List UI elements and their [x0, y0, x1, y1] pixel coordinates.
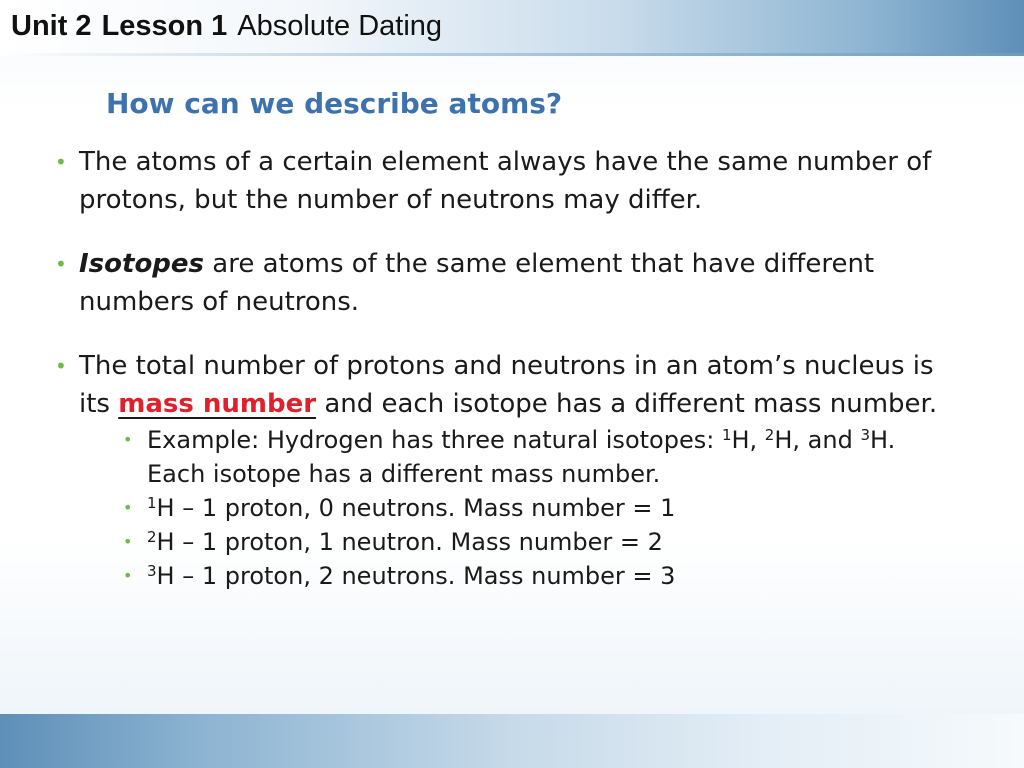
- sub-bullet-text: – 1 proton, 2 neutrons. Mass number = 3: [174, 562, 676, 590]
- bullet-list: [55, 143, 955, 611]
- unit-label: Unit 2: [11, 10, 92, 42]
- topic-label: Absolute Dating: [237, 10, 443, 42]
- bullet-text: The atoms of a certain element always have the same number of protons, but the number of neutrons may differ.: [79, 147, 932, 215]
- bullet-dot-icon: •: [123, 498, 133, 517]
- isotope-symbol: H: [156, 562, 175, 590]
- footer-bar: [0, 714, 1024, 768]
- sub-bullet-text: Example: Hydrogen has three natural isotopes:: [147, 426, 722, 454]
- separator: , and: [792, 426, 861, 454]
- sub-bullet-text: – 1 proton, 0 neutrons. Mass number = 1: [174, 494, 676, 522]
- isotope-symbol: H: [731, 426, 750, 454]
- isotopes-term: Isotopes: [79, 249, 205, 279]
- isotope-symbol: H: [774, 426, 793, 454]
- bullet-text-after: and each isotope has a different mass number.: [316, 389, 938, 419]
- bullet-dot-icon: •: [123, 532, 133, 551]
- bullet-item: [55, 143, 955, 219]
- header-title: [11, 9, 442, 43]
- lesson-label: Lesson 1: [101, 10, 228, 42]
- sub-bullet-item: [123, 525, 955, 559]
- isotope-symbol: H: [156, 494, 175, 522]
- bullet-dot-icon: •: [123, 430, 133, 449]
- bullet-item: [55, 245, 955, 321]
- separator: ,: [749, 426, 765, 454]
- bullet-dot-icon: •: [55, 252, 67, 276]
- isotope-symbol: H: [869, 426, 888, 454]
- sub-bullet-item: [123, 491, 955, 525]
- isotope-superscript: 2: [764, 426, 775, 444]
- sub-bullet-item: [123, 423, 955, 491]
- isotope-superscript: 1: [147, 494, 157, 512]
- sub-bullet-text: . Each isotope has a different mass number.: [147, 426, 896, 488]
- isotope-superscript: 1: [721, 426, 732, 444]
- sub-bullet-list: [123, 423, 955, 593]
- isotope-superscript: 3: [860, 426, 870, 444]
- isotope-superscript: 3: [147, 562, 157, 580]
- bullet-text-before: The total number of protons and neutrons in an atom’s nucleus is its: [79, 351, 934, 419]
- slide-title: How can we describe atoms?: [106, 87, 563, 120]
- bullet-dot-icon: •: [55, 150, 67, 174]
- sub-bullet-item: [123, 559, 955, 593]
- header-bar: [0, 0, 1024, 56]
- isotope-symbol: H: [156, 528, 175, 556]
- bullet-dot-icon: •: [55, 354, 67, 378]
- isotope-superscript: 2: [147, 528, 157, 546]
- bullet-dot-icon: •: [123, 566, 133, 585]
- bullet-item: [55, 347, 955, 593]
- mass-number-term: mass number: [118, 389, 317, 419]
- bullet-text: are atoms of the same element that have different numbers of neutrons.: [79, 249, 875, 317]
- sub-bullet-text: – 1 proton, 1 neutron. Mass number = 2: [174, 528, 663, 556]
